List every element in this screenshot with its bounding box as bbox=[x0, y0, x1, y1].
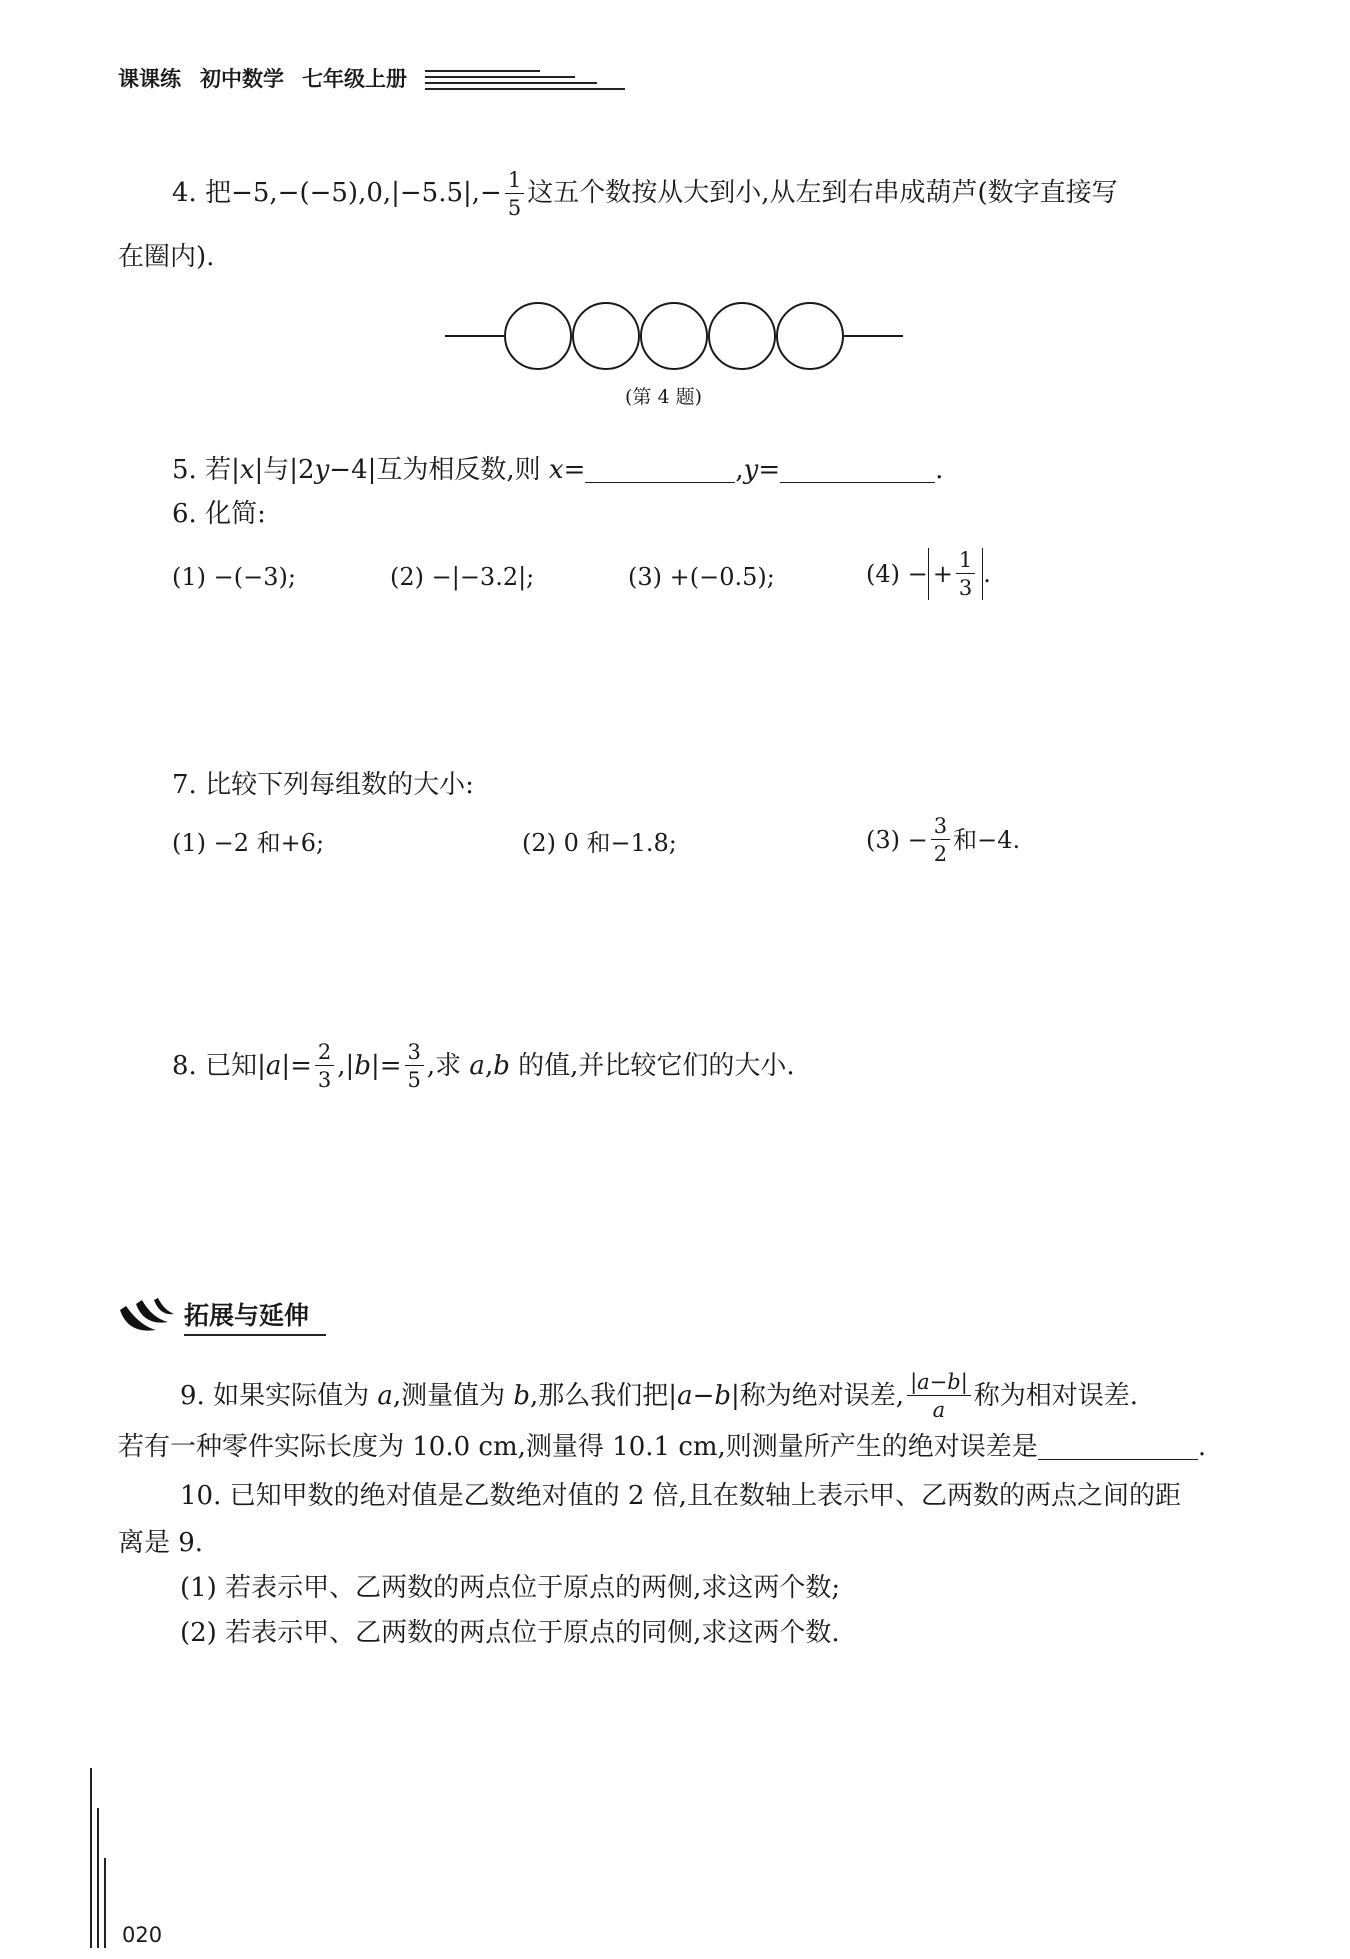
q4-line1 bbox=[172, 168, 1118, 220]
q7-p3-fraction bbox=[931, 814, 950, 866]
q9-line2-text: 若有一种零件实际长度为 10.0 cm,测量得 10.1 cm,则测量所产生的绝对误差是 bbox=[118, 1432, 1038, 1462]
q8-var-a2: a bbox=[469, 1051, 485, 1082]
q6-p4-plus: + bbox=[932, 560, 953, 589]
header-subject: 初中数学 bbox=[200, 67, 284, 91]
q5-eq2: = bbox=[758, 455, 781, 485]
q9-l1-f: 称为相对误差. bbox=[973, 1381, 1139, 1412]
gourd-circle-2 bbox=[573, 303, 639, 369]
q8-f2-num: 3 bbox=[405, 1040, 424, 1066]
q9-relative-error-fraction bbox=[907, 1370, 971, 1422]
q6-part2: (2) −|−3.2|; bbox=[390, 563, 535, 591]
q5-var-y: y bbox=[314, 455, 330, 485]
q7-part1: (1) −2 和+6; bbox=[172, 829, 325, 857]
header-decorative-lines bbox=[425, 66, 625, 92]
q6-part3: (3) +(−0.5); bbox=[628, 563, 775, 591]
q6-p4-abs-bars bbox=[928, 548, 983, 600]
q9-var-a2: a bbox=[677, 1381, 693, 1412]
q7-part2: (2) 0 和−1.8; bbox=[522, 829, 677, 857]
q8-f1-den: 3 bbox=[317, 1068, 332, 1093]
q9-line2-end: . bbox=[1197, 1432, 1207, 1462]
q8-var-b: b bbox=[354, 1051, 371, 1082]
q6-p4-prefix: (4) − bbox=[866, 560, 928, 589]
q8-line bbox=[172, 1040, 795, 1092]
q10-line1: 10. 已知甲数的绝对值是乙数绝对值的 2 倍,且在数轴上表示甲、乙两数的两点之间的距 bbox=[180, 1481, 1181, 1511]
q9-l1-b: ,测量值为 bbox=[392, 1381, 514, 1412]
q4-line1-prefix: 4. 把−5,−(−5),0,|−5.5|,− bbox=[172, 178, 502, 209]
q6-p4-num: 1 bbox=[956, 548, 975, 574]
q5-answer-blank-y[interactable] bbox=[780, 458, 935, 483]
q4-figure-caption: (第 4 题) bbox=[625, 386, 702, 408]
q8-suffix: 的值,并比较它们的大小. bbox=[509, 1051, 795, 1082]
gourd-circle-5 bbox=[777, 303, 843, 369]
q9-var-a: a bbox=[377, 1381, 393, 1412]
q9-line2 bbox=[118, 1434, 1206, 1460]
q7-p3-suffix: 和−4. bbox=[953, 826, 1021, 855]
q9-frac-num: |a−b| bbox=[907, 1370, 971, 1396]
q9-var-b2: b bbox=[714, 1381, 732, 1412]
q8-comma: , bbox=[484, 1051, 494, 1082]
q5-var-x2: x bbox=[548, 455, 564, 485]
q4-gourd-figure bbox=[440, 300, 910, 376]
q4-fraction bbox=[505, 168, 524, 220]
q9-l1-e: |称为绝对误差, bbox=[731, 1381, 905, 1412]
q5-end: . bbox=[935, 455, 944, 485]
q6-part1: (1) −(−3); bbox=[172, 563, 296, 591]
q4-line1-suffix: 这五个数按从大到小,从左到右串成葫芦(数字直接写 bbox=[527, 178, 1118, 209]
q7-p3-den: 2 bbox=[933, 842, 948, 867]
q8-mid3: |= bbox=[370, 1051, 402, 1082]
section-swoosh-icon bbox=[116, 1296, 176, 1338]
q5-line bbox=[172, 457, 943, 483]
q9-var-b: b bbox=[513, 1381, 531, 1412]
q6-p4-end: . bbox=[983, 560, 991, 589]
page-number: 020 bbox=[122, 1923, 163, 1947]
q8-mid2: ,| bbox=[337, 1051, 355, 1082]
q8-mid4: ,求 bbox=[426, 1051, 470, 1082]
q10-part1: (1) 若表示甲、乙两数的两点位于原点的两侧,求这两个数; bbox=[180, 1573, 841, 1603]
q10-line2: 离是 9. bbox=[118, 1528, 204, 1558]
q5-text-c: −4|互为相反数,则 bbox=[329, 455, 549, 485]
q8-prefix: 8. 已知| bbox=[172, 1051, 266, 1082]
q9-answer-blank[interactable] bbox=[1038, 1435, 1198, 1460]
q8-fraction-1 bbox=[315, 1040, 334, 1092]
q6-p4-den: 3 bbox=[958, 576, 973, 601]
q5-var-x: x bbox=[239, 455, 255, 485]
q9-frac-den: a bbox=[932, 1398, 946, 1423]
q9-l1-a: 9. 如果实际值为 bbox=[180, 1381, 378, 1412]
section-title: 拓展与延伸 bbox=[184, 1301, 310, 1330]
q7-p3-num: 3 bbox=[931, 814, 950, 840]
q4-frac-num: 1 bbox=[505, 168, 524, 194]
gourd-circle-4 bbox=[709, 303, 775, 369]
section-title-underline bbox=[184, 1334, 326, 1336]
q8-var-a: a bbox=[265, 1051, 282, 1082]
q6-title: 6. 化简: bbox=[172, 499, 266, 529]
q7-p3-prefix: (3) − bbox=[866, 826, 928, 855]
q8-f1-num: 2 bbox=[315, 1040, 334, 1066]
gourd-circle-3 bbox=[641, 303, 707, 369]
q5-answer-blank-x[interactable] bbox=[585, 458, 735, 483]
q4-line2: 在圈内). bbox=[118, 242, 215, 272]
q9-l1-d: − bbox=[692, 1381, 715, 1412]
footer-margin-lines bbox=[88, 1768, 118, 1948]
q9-l1-c: ,那么我们把| bbox=[530, 1381, 678, 1412]
q5-text-b: |与|2 bbox=[254, 455, 315, 485]
q9-line1 bbox=[180, 1370, 1138, 1422]
q5-text-a: 5. 若| bbox=[172, 455, 240, 485]
gourd-circle-1 bbox=[505, 303, 571, 369]
q5-var-y2: y bbox=[743, 455, 759, 485]
q8-var-b2: b bbox=[493, 1051, 510, 1082]
q6-part4 bbox=[866, 548, 991, 600]
q10-part2: (2) 若表示甲、乙两数的两点位于原点的同侧,求这两个数. bbox=[180, 1618, 840, 1648]
q8-fraction-2 bbox=[405, 1040, 424, 1092]
q8-f2-den: 5 bbox=[407, 1068, 421, 1093]
q7-title: 7. 比较下列每组数的大小: bbox=[172, 770, 474, 800]
q6-p4-fraction bbox=[956, 548, 975, 600]
q5-comma: , bbox=[735, 455, 744, 485]
q4-frac-den: 5 bbox=[507, 196, 522, 221]
q8-mid1: |= bbox=[281, 1051, 312, 1082]
header-grade: 七年级上册 bbox=[302, 67, 407, 91]
q7-part3 bbox=[866, 814, 1020, 866]
header-series: 课课练 bbox=[118, 67, 181, 91]
q5-eq1: = bbox=[563, 455, 586, 485]
